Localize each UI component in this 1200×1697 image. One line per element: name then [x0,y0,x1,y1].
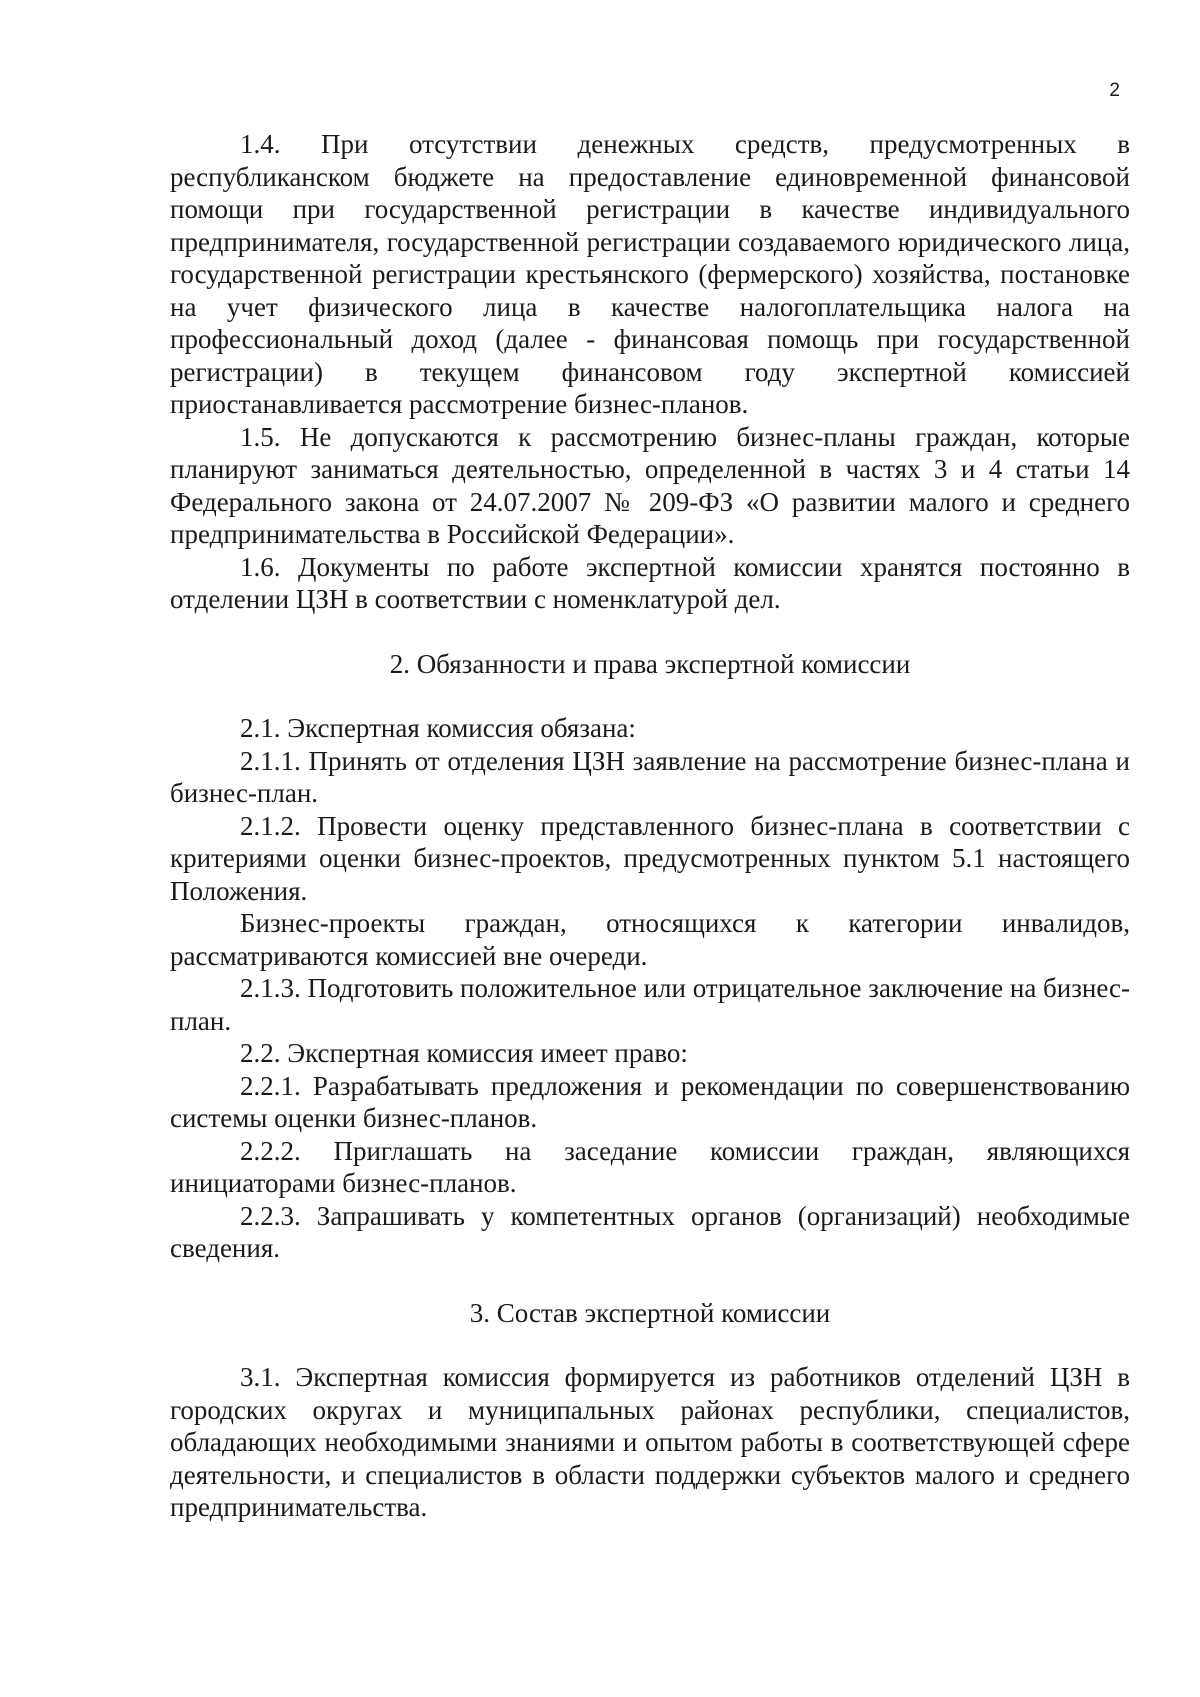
paragraph-2-2-2: 2.2.2. Приглашать на заседание комиссии граждан, являющихся инициаторами бизнес-планов. [170,1135,1130,1198]
paragraph-2-2-1: 2.2.1. Разрабатывать предложения и рекомендации по совершенствованию системы оценки бизнес-планов. [170,1070,1130,1133]
page-number: 2 [1109,80,1120,101]
paragraph-disabled-priority: Бизнес-проекты граждан, относящихся к категории инвалидов, рассматриваются комиссией вне очереди. [170,908,1130,971]
paragraph-1-6: 1.6. Документы по работе экспертной комиссии хранятся постоянно в отделении ЦЗН в соответствии с номенклатурой дел. [170,551,1130,614]
paragraph-2-1: 2.1. Экспертная комиссия обязана: [240,713,636,743]
section-heading-2: 2. Обязанности и права экспертной комиссии [389,648,911,679]
paragraph-2-1-2: 2.1.2. Провести оценку представленного бизнес-плана в соответствии с критериями оценки бизнес-проектов, предусмотренных пунктом 5.1 настоящего Положения. [170,810,1130,906]
paragraph-3-1: 3.1. Экспертная комиссия формируется из работников отделений ЦЗН в городских округах и муниципальных районах республики, специалистов, обладающих необходимыми знаниями и опытом работы в соответствующей сфере деятельности, и специалистов в области поддержки субъектов малого и среднего предпринимательства. [170,1362,1130,1522]
paragraph-2-1-3: 2.1.3. Подготовить положительное или отрицательное заключение на бизнес-план. [170,973,1130,1036]
paragraph-2-1-1: 2.1.1. Принять от отделения ЦЗН заявление на рассмотрение бизнес-плана и бизнес-план. [170,745,1130,808]
document-body [170,128,1130,1524]
paragraph-1-4: 1.4. При отсутствии денежных средств, предусмотренных в республиканском бюджете на предоставление единовременной финансовой помощи при государственной регистрации в качестве индивидуального предпринимателя, государственной регистрации создаваемого юридического лица, государственной регистрации крестьянского (фермерского) хозяйства, постановке на учет физического лица в качестве налогоплательщика налога на профессиональный доход (далее - финансовая помощь при государственной регистрации) в текущем финансовом году экспертной комиссией приостанавливается рассмотрение бизнес-планов. [170,129,1130,419]
paragraph-2-2: 2.2. Экспертная комиссия имеет право: [240,1038,688,1068]
section-heading-3: 3. Состав экспертной комиссии [469,1297,831,1328]
paragraph-2-2-3: 2.2.3. Запрашивать у компетентных органов (организаций) необходимые сведения. [170,1200,1130,1263]
paragraph-1-5: 1.5. Не допускаются к рассмотрению бизнес-планы граждан, которые планируют заниматься деятельностью, определенной в частях 3 и 4 статьи 14 Федерального закона от 24.07.2007 № 209-ФЗ «О развитии малого и среднего предпринимательства в Российской Федерации». [170,421,1130,549]
